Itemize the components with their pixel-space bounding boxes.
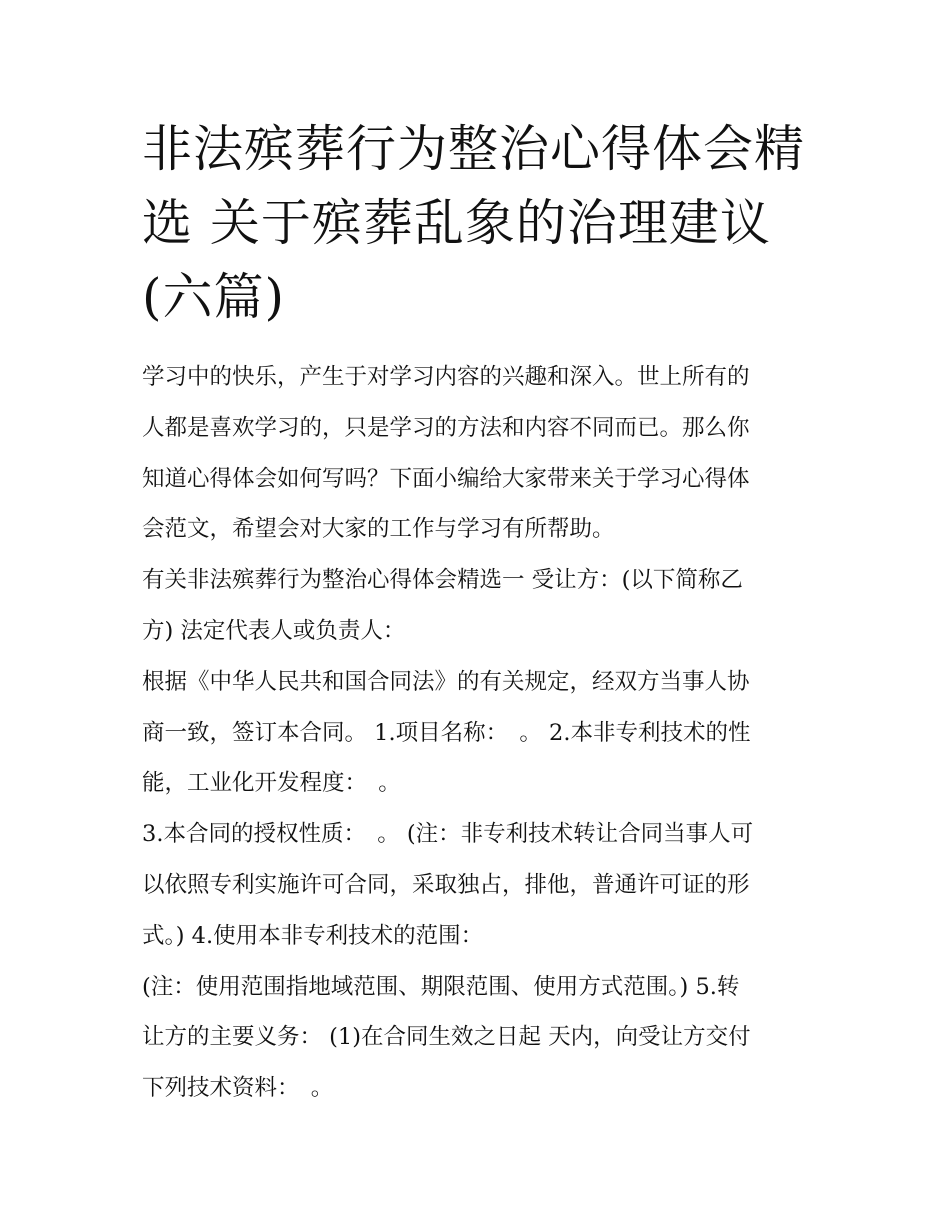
text-line: 人都是喜欢学习的，只是学习的方法和内容不同而已。那么你 [142, 414, 750, 441]
text-line: 能，工业化开发程度： 。 [142, 770, 401, 797]
contract-paragraph [142, 657, 822, 809]
title-line: 选 关于殡葬乱象的治理建议 [142, 194, 771, 252]
text-line: 学习中的快乐，产生于对学习内容的兴趣和深入。世上所有的 [142, 364, 750, 390]
text-line: 下列技术资料： 。 [142, 1075, 334, 1102]
intro-paragraph [142, 352, 822, 555]
text-line: 式。) 4.使用本非专利技术的范围： [142, 922, 484, 949]
document-page [142, 112, 822, 1114]
contract-paragraph [142, 809, 822, 961]
document-body [142, 352, 822, 1114]
section-heading-paragraph [142, 555, 822, 657]
text-line: 有关非法殡葬行为整治心得体会精选一 受让方：(以下简称乙 [142, 567, 743, 594]
text-line: 3.本合同的授权性质： 。 (注：非专利技术转让合同当事人可 [142, 821, 754, 848]
document-title [142, 112, 822, 334]
text-line: 会范文，希望会对大家的工作与学习有所帮助。 [142, 516, 615, 543]
contract-paragraph [142, 962, 822, 1114]
text-line: 以依照专利实施许可合同，采取独占，排他，普通许可证的形 [142, 871, 750, 898]
text-line: 知道心得体会如何写吗？下面小编给大家带来关于学习心得体 [142, 465, 750, 492]
text-line: 让方的主要义务： (1)在合同生效之日起 天内，向受让方交付 [142, 1024, 751, 1051]
text-line: 方) 法定代表人或负责人： [142, 617, 406, 644]
title-line: 非法殡葬行为整治心得体会精 [142, 120, 805, 178]
text-line: 商一致，签订本合同。 1.项目名称： 。 2.本非专利技术的性 [142, 719, 751, 746]
text-line: 根据《中华人民共和国合同法》的有关规定，经双方当事人协 [142, 668, 750, 695]
text-line: (注：使用范围指地域范围、期限范围、使用方式范围。) 5.转 [142, 973, 740, 1000]
title-line: (六篇) [142, 268, 286, 326]
